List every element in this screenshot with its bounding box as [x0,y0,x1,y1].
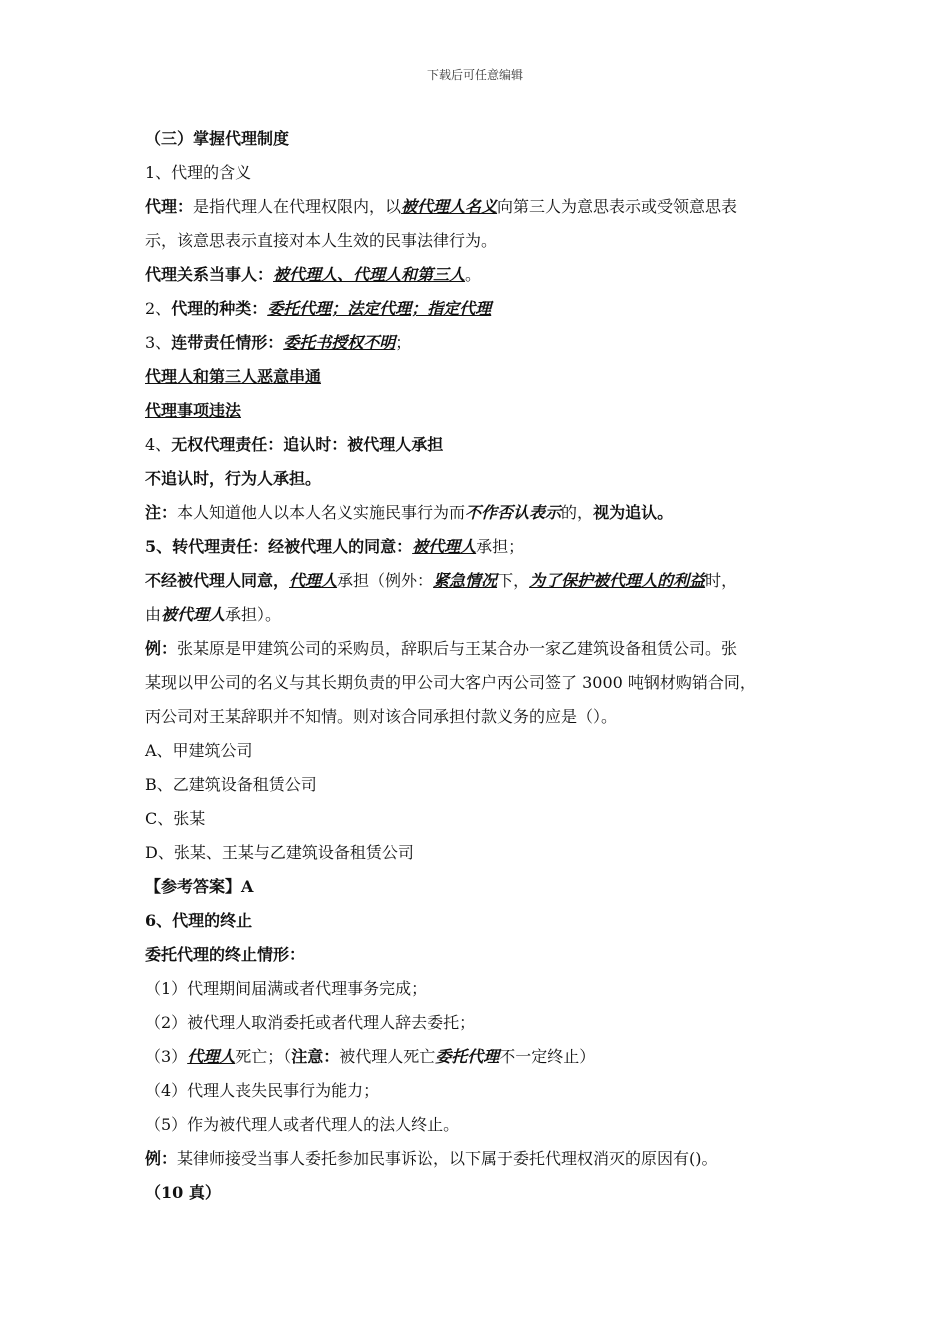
text: 不一定终止） [499,1047,596,1066]
joint-liability [145,326,825,360]
note [145,496,825,530]
sub-agency-3 [145,598,825,632]
text: 由 [145,605,162,624]
unauthorized-agency-2: 不追认时，行为人承担。 [145,469,322,488]
text: 示，该意思表示直接对本人生效的民事法律行为。 [145,231,498,250]
text: 承担）。 [225,605,282,624]
subsection-1: 1、代理的含义 [145,163,252,182]
option-c: C、张某 [145,809,206,828]
reference-answer: 【参考答案】A [145,877,254,896]
sub-agency [145,530,825,564]
termination-item-4: （4）代理人丧失民事行为能力； [145,1081,380,1100]
sub-agency-2 [145,564,825,598]
term-label: 不经被代理人同意， [145,571,290,590]
option-b: B、乙建筑设备租赁公司 [145,775,317,794]
note-label: 注意： [291,1047,340,1066]
text: 张某原是甲建筑公司的采购员，辞职后与王某合办一家乙建筑设备租赁公司。张 [177,639,738,658]
text: 承担（例外： [337,571,434,590]
text: 被代理人死亡 [339,1047,436,1066]
joint-liability-item-3: 代理事项违法 [145,401,242,420]
text: 本人知道他人以本人名义实施民事行为而 [177,503,466,522]
text: （3） [145,1047,188,1066]
emphasis: 不作否认表示 [465,503,562,522]
term-label: 代理的种类： [171,299,268,318]
emphasis: 被代理人 [161,605,226,624]
example-label: 例： [145,639,178,658]
text: 的， [561,503,594,522]
emphasis: 被代理人 [412,537,477,556]
text: 4、 [145,435,172,454]
termination-item-1: （1）代理期间届满或者代理事务完成； [145,979,428,998]
text: 2、 [145,299,172,318]
joint-liability-item-2: 代理人和第三人恶意串通 [145,367,322,386]
agency-parties [145,258,825,292]
emphasis: 代理人 [289,571,338,590]
page-header: 下载后可任意编辑 [426,68,523,82]
text: 时， [705,571,738,590]
text: 下， [497,571,530,590]
example-label: 例： [145,1149,178,1168]
unauthorized-agency [145,428,825,462]
text: 3、 [145,333,172,352]
text: 某律师接受当事人委托参加民事诉讼，以下属于委托代理权消灭的原因有()。 [177,1149,718,1168]
option-d: D、张某、王某与乙建筑设备租赁公司 [145,843,414,862]
emphasis: 委托代理 [435,1047,500,1066]
exam-source: （10 真） [145,1183,221,1202]
section-title: （三）掌握代理制度 [145,129,290,148]
note-label: 注： [145,503,178,522]
text: 向第三人为意思表示或受领意思表 [497,197,738,216]
example-1-cont: 某现以甲公司的名义与其长期负责的甲公司大客户丙公司签了 3000 吨钢材购销合同， [145,673,756,692]
text: 承担； [476,537,525,556]
term-label: 代理关系当事人： [145,265,274,284]
example-2 [145,1142,825,1176]
termination-item-3 [145,1040,825,1074]
termination-heading: 委托代理的终止情形： [145,945,306,964]
emphasis: 紧急情况 [433,571,498,590]
document-body [145,122,825,1210]
emphasis: 委托书授权不明 [283,333,396,352]
text: 。 [465,265,482,284]
text-bold: 视为追认。 [593,503,674,522]
text: 是指代理人在代理权限内，以 [193,197,402,216]
termination-item-2: （2）被代理人取消委托或者代理人辞去委托； [145,1013,476,1032]
emphasis: 代理人 [187,1047,236,1066]
agency-definition [145,190,825,258]
term-label: 代理： [145,197,194,216]
term-label: 连带责任情形： [171,333,284,352]
emphasis: 委托代理；法定代理；指定代理 [267,299,492,318]
text: ； [395,333,412,352]
term-label: 5、转代理责任：经被代理人的同意： [145,537,413,556]
termination-item-5: （5）作为被代理人或者代理人的法人终止。 [145,1115,460,1134]
emphasis: 被代理人名义 [401,197,498,216]
example-1-cont-2: 丙公司对王某辞职并不知情。则对该合同承担付款义务的应是（）。 [145,707,618,726]
option-a: A、甲建筑公司 [145,741,253,760]
term-label: 无权代理责任：追认时：被代理人承担 [171,435,444,454]
example-1 [145,632,825,666]
emphasis: 被代理人、代理人和第三人 [273,265,466,284]
subsection-6: 6、代理的终止 [145,911,253,930]
emphasis: 为了保护被代理人的利益 [529,571,706,590]
agency-types [145,292,825,326]
text: 死亡；（ [235,1047,292,1066]
